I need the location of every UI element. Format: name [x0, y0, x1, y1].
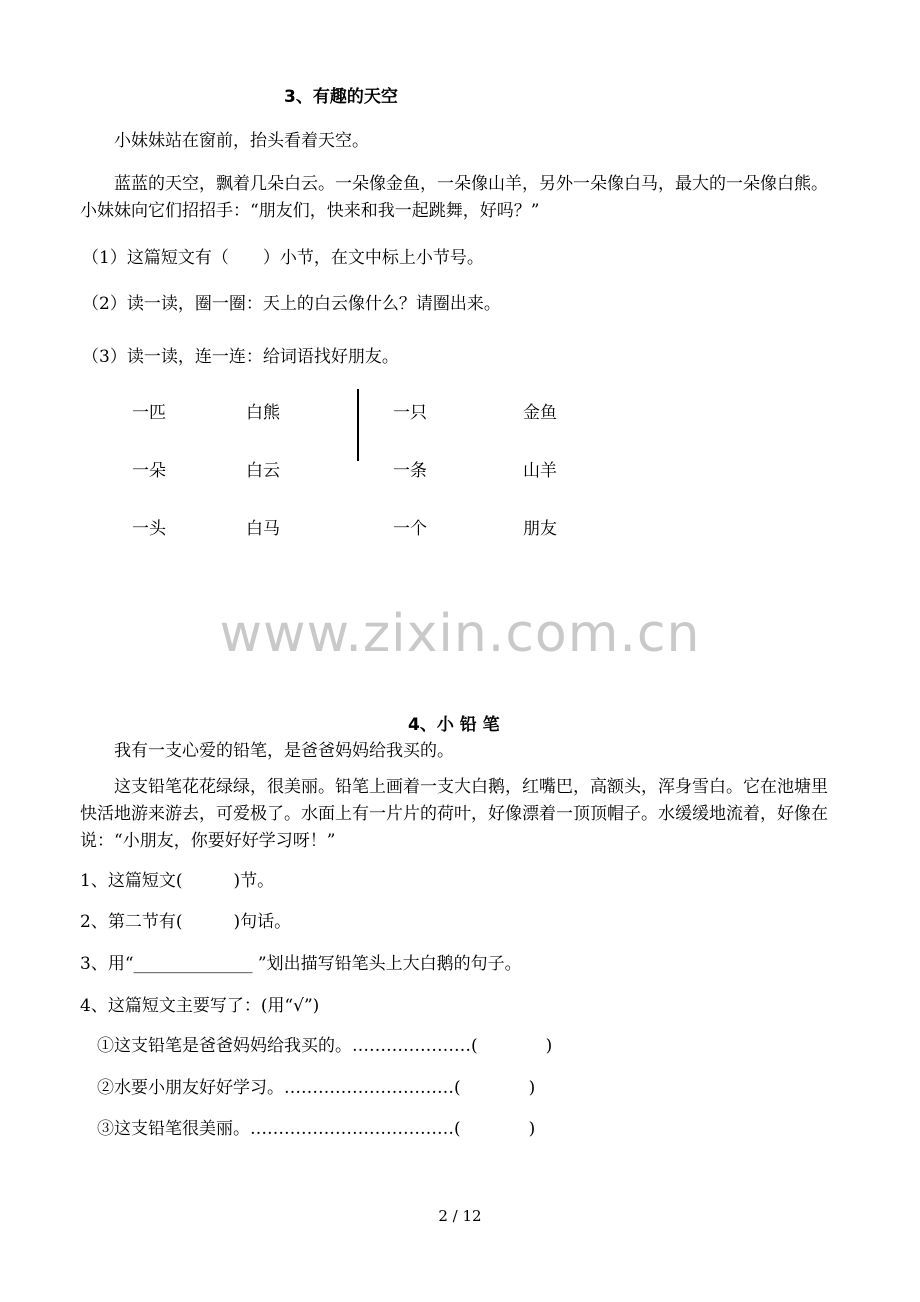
section-4-question-3: 3、用“______________ ”划出描写铅笔头上大白鹅的句子。 — [80, 954, 522, 974]
match-right-noun: 金鱼 — [523, 403, 557, 423]
match-right-measure: 一条 — [393, 461, 427, 481]
watermark: www.zixin.com.cn — [219, 604, 701, 664]
section-3-question-2: （2）读一读，圈一圈：天上的白云像什么？请圈出来。 — [82, 294, 501, 314]
section-4-question-2: 2、第二节有( )句话。 — [80, 912, 292, 932]
match-right-noun: 山羊 — [523, 461, 557, 481]
answer-option: ③这支铅笔很美丽。………………………………( ) — [97, 1119, 536, 1139]
match-left-measure: 一朵 — [132, 461, 166, 481]
answer-option: ②水要小朋友好好学习。…………………………( ) — [97, 1078, 536, 1098]
match-left-noun: 白云 — [246, 461, 280, 481]
section-3-paragraph-1: 小妹妹站在窗前，抬头看着天空。 — [114, 131, 369, 151]
match-left-measure: 一头 — [132, 519, 166, 539]
section-4-paragraph-1: 我有一支心爱的铅笔，是爸爸妈妈给我买的。 — [114, 741, 454, 761]
match-left-measure: 一匹 — [132, 403, 166, 423]
match-right-noun: 朋友 — [523, 519, 557, 539]
section-4-paragraph-2: 这支铅笔花花绿绿，很美丽。铅笔上画着一支大白鹅，红嘴巴，高额头，浑身雪白。它在池塘里快活地游来游去，可爱极了。水面上有一片片的荷叶，好像漂着一顶顶帽子。水缓缓地流着，好像在说：“小朋友，你要好好学习呀！” — [80, 777, 828, 851]
section-3-paragraph-2: 蓝蓝的天空，飘着几朵白云。一朵像金鱼，一朵像山羊，另外一朵像白马，最大的一朵像白熊。小妹妹向它们招招手：“朋友们，快来和我一起跳舞，好吗？” — [80, 174, 828, 221]
section-4-title: 4、小 铅 笔 — [408, 715, 500, 735]
match-right-measure: 一只 — [393, 403, 427, 423]
match-right-measure: 一个 — [393, 519, 427, 539]
match-left-noun: 白熊 — [246, 403, 280, 423]
section-3-question-1: （1）这篇短文有（ ）小节，在文中标上小节号。 — [82, 248, 484, 268]
section-4-question-1: 1、这篇短文( )节。 — [80, 871, 275, 891]
section-3-title: 3、有趣的天空 — [284, 87, 398, 107]
section-3-question-3: （3）读一读，连一连：给词语找好朋友。 — [82, 347, 399, 367]
divider-line — [357, 389, 359, 461]
answer-option: ①这支铅笔是爸爸妈妈给我买的。…………………( ) — [97, 1036, 553, 1056]
page-number: 2 / 12 — [438, 1207, 482, 1225]
section-4-question-4: 4、这篇短文主要写了：(用“√”) — [80, 996, 320, 1016]
match-left-noun: 白马 — [246, 519, 280, 539]
